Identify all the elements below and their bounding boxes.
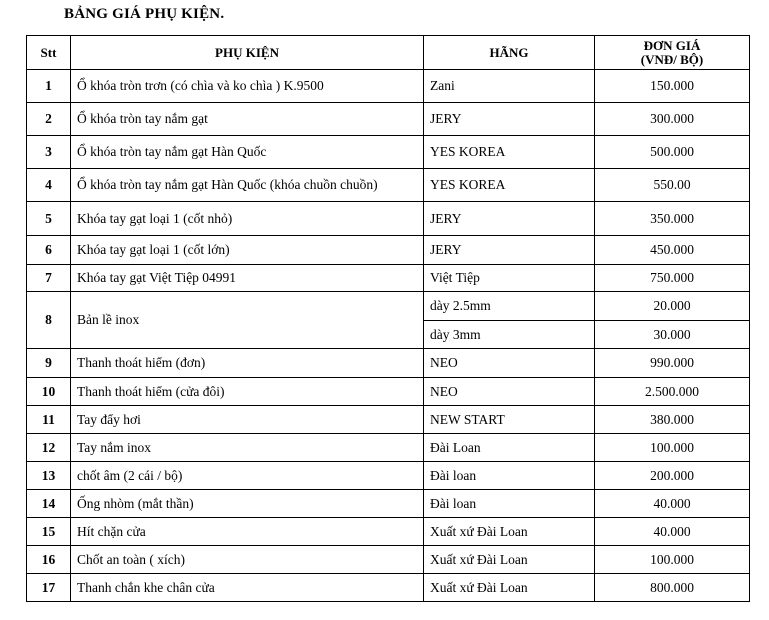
table-row [27,202,750,236]
row-item: Ổ khóa tròn trơn (có chìa và ko chìa ) K.9500 [71,70,424,103]
row-item: Ổ khóa tròn tay nắm gạt [71,103,424,136]
row-brand: Zani [424,70,595,103]
row-item: Ổ khóa tròn tay nắm gạt Hàn Quốc (khóa chuồn chuồn) [71,169,424,202]
row-item: chốt âm (2 cái / bộ) [71,462,424,490]
table-row [27,406,750,434]
row-price: 380.000 [595,406,750,434]
row-price: 100.000 [595,434,750,462]
row-brand: Đài loan [424,490,595,518]
row-item: Thanh thoát hiểm (đơn) [71,349,424,378]
row-price: 100.000 [595,546,750,574]
row-price: 300.000 [595,103,750,136]
row-stt: 11 [27,406,71,434]
table-row [27,518,750,546]
row-price: 30.000 [595,321,750,349]
row-item: Ống nhòm (mắt thần) [71,490,424,518]
row-item: Khóa tay gạt Việt Tiệp 04991 [71,265,424,292]
row-stt: 8 [27,292,71,349]
header-price-line1: ĐƠN GIÁ [643,37,701,53]
row-price: 550.00 [595,169,750,202]
row-price: 450.000 [595,236,750,265]
header-price-line2: (VNĐ/ BỘ) [640,51,704,67]
row-item: Thanh thoát hiểm (cửa đôi) [71,378,424,406]
row-brand: dày 2.5mm [424,292,595,321]
table-row [27,434,750,462]
row-brand: JERY [424,103,595,136]
header-brand: HÃNG [424,36,595,70]
row-brand: Đài loan [424,462,595,490]
row-stt: 4 [27,169,71,202]
row-brand: Việt Tiệp [424,265,595,292]
row-item: Khóa tay gạt loại 1 (cốt nhỏ) [71,202,424,236]
row-brand: dày 3mm [424,321,595,349]
price-table [26,35,750,602]
table-row [27,265,750,292]
row-stt: 7 [27,265,71,292]
header-price [595,36,750,70]
row-stt: 5 [27,202,71,236]
row-price: 800.000 [595,574,750,602]
row-stt: 14 [27,490,71,518]
row-stt: 16 [27,546,71,574]
row-stt: 9 [27,349,71,378]
header-item: PHỤ KIỆN [71,36,424,70]
row-brand: NEO [424,349,595,378]
table-row [27,378,750,406]
row-price: 500.000 [595,136,750,169]
table-row [27,236,750,265]
table-row [27,462,750,490]
row-item: Tay đẩy hơi [71,406,424,434]
page-title: BẢNG GIÁ PHỤ KIỆN. [64,6,225,22]
row-item: Tay nắm inox [71,434,424,462]
row-brand: NEW START [424,406,595,434]
header-row [27,36,750,70]
table-row [27,574,750,602]
row-stt: 15 [27,518,71,546]
row-brand: YES KOREA [424,169,595,202]
row-stt: 3 [27,136,71,169]
row-stt: 6 [27,236,71,265]
row-price: 2.500.000 [595,378,750,406]
row-stt: 12 [27,434,71,462]
row-stt: 17 [27,574,71,602]
row-price: 200.000 [595,462,750,490]
row-stt: 13 [27,462,71,490]
row-brand: Đài Loan [424,434,595,462]
row-price: 40.000 [595,490,750,518]
row-brand: Xuất xứ Đài Loan [424,574,595,602]
row-price: 750.000 [595,265,750,292]
row-brand: NEO [424,378,595,406]
row-price: 40.000 [595,518,750,546]
table-row [27,349,750,378]
row-brand: YES KOREA [424,136,595,169]
row-price: 20.000 [595,292,750,321]
row-price: 350.000 [595,202,750,236]
row-brand: Xuất xứ Đài Loan [424,518,595,546]
header-stt: Stt [27,36,71,70]
table-row [27,103,750,136]
row-brand: Xuất xứ Đài Loan [424,546,595,574]
table-row [27,546,750,574]
row-brand: JERY [424,202,595,236]
row-item: Thanh chắn khe chân cửa [71,574,424,602]
row-stt: 2 [27,103,71,136]
row-brand: JERY [424,236,595,265]
row-stt: 10 [27,378,71,406]
table-row [27,169,750,202]
table-row [27,490,750,518]
table-body [27,70,750,602]
row-item: Chốt an toàn ( xích) [71,546,424,574]
row-stt: 1 [27,70,71,103]
table-row [27,70,750,103]
row-price: 990.000 [595,349,750,378]
row-item: Khóa tay gạt loại 1 (cốt lớn) [71,236,424,265]
row-item: Bản lề inox [71,292,424,349]
table-row [27,136,750,169]
row-item: Ổ khóa tròn tay nắm gạt Hàn Quốc [71,136,424,169]
row-item: Hít chặn cửa [71,518,424,546]
row-price: 150.000 [595,70,750,103]
table-row [27,292,750,321]
